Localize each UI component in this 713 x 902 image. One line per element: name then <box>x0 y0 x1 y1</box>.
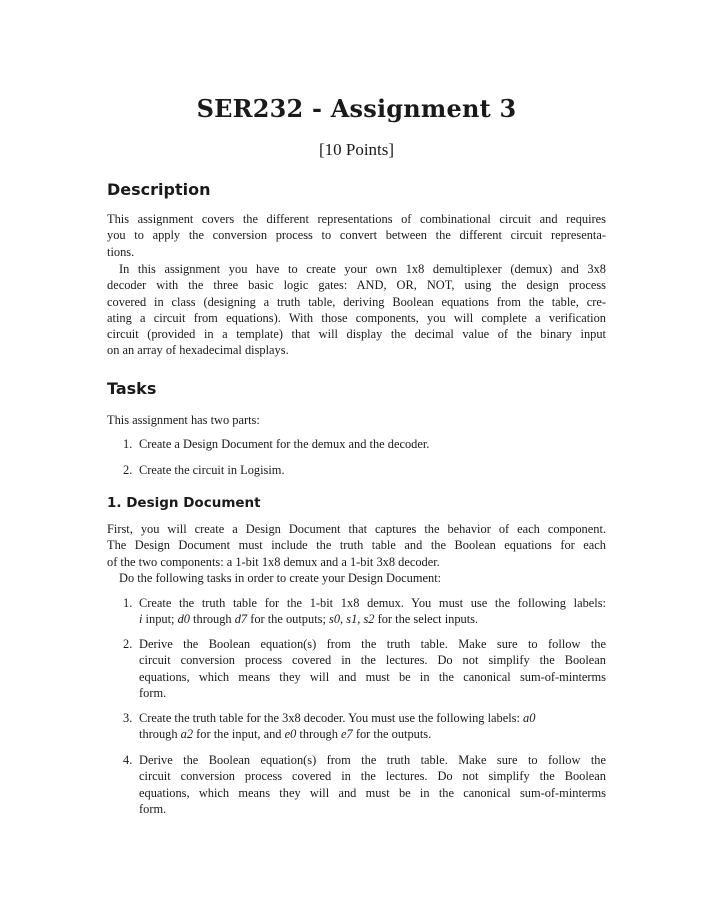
tasks-heading: Tasks <box>107 379 157 398</box>
description-paragraph-2: In this assignment you have to create your own 1x8 demultiplexer (demux) and 3x8 decoder with the three basic logic gates: AND, OR, NOT, using the design process covered in class (designing a truth table, deriving Boolean equations from the table, cre- ating a circuit from equations). With those components, you will complete a verification circuit (provided in a template) that will display the decimal value of the binary input on an array of hexadecimal displays. <box>107 262 606 358</box>
tasks-intro: This assignment has two parts: <box>107 413 260 427</box>
design-document-paragraph-1: First, you will create a Design Document that captures the behavior of each component. The Design Document must include the truth table and the Boolean equations for each of the two components: a 1-bit 1x8 demux and a 1-bit 3x8 decoder. Do the following tasks in order to create your Design Document: <box>107 522 606 585</box>
page-title: SER232 - Assignment 3 <box>196 94 517 123</box>
design-document-heading: 1. Design Document <box>107 495 261 511</box>
points-subtitle: [10 Points] <box>318 140 395 159</box>
document-page: SER232 - Assignment 3 [10 Points] Description This assignment covers the different representations of combinational circuit and requires you to apply the conversion process to convert between the different circuit representa- tions. In this assignment you have to create your own 1x8 demultiplexer (demux) and 3x8 decoder with the three basic logic gates: AND, OR, NOT, using the design process covered in class (designing a truth table, deriving Boolean equations from the table, cre- ating a circuit from equations). With those components, you will complete a verification circuit (provided in a template) that will display the decimal value of the binary input on an array of hexadecimal displays. Tasks This assignment has two parts: 1. Create a Design Document for the demux and the decoder. 2. Create the circuit in Logisim. 1. Design Document First, you will create a Design Document that captures the behavior of each component. The Design Document must include the truth table and the Boolean equations for each of the two components: a 1-bit 1x8 demux and a 1-bit 3x8 decoder. Do the following tasks in order to create your Design Document: 1. Create the truth table for the 1-bit 1x8 demux. You must use the following labels: i input; d0 through d7 for the outputs; s0, s1, s2 for the select inputs. 2. Derive the Boolean equation(s) from the truth table. Make sure to follow the circuit conversion process covered in the lectures. Do not simplify the Boolean equations, which means they will and must be in the canonical sum-of-minterms form. 3. Create the truth table for the 3x8 decoder. You must use the following labels: a0 through a2 for the input, and e0 through e7 for the outputs. 4. Derive the Boolean equation(s) from the truth table. Make sure to follow the circuit conversion process covered in the lectures. Do not simplify the Boolean equations, which means they will and must be in the canonical sum-of-minterms form. <box>0 0 713 902</box>
description-heading: Description <box>107 180 211 199</box>
description-paragraph-1: This assignment covers the different representations of combinational circuit and requires you to apply the conversion process to convert between the different circuit representa- tions. <box>107 212 606 259</box>
